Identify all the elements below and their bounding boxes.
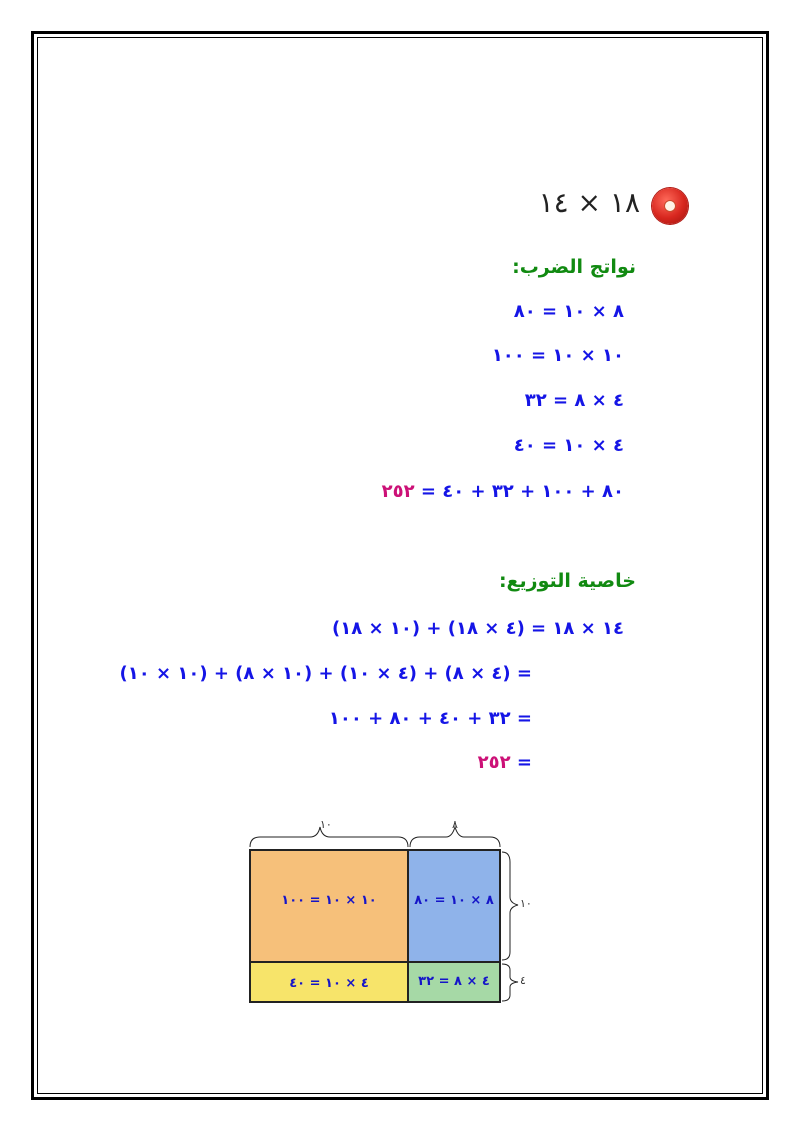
distributive-heading: خاصية التوزيع:: [498, 570, 636, 592]
side-label-4: ٤: [520, 974, 526, 987]
top-label-8: ٨: [452, 818, 458, 831]
partial-product-line-4: ٤ × ١٠ = ٤٠: [513, 435, 624, 456]
sum-result: ٢٥٢: [381, 481, 415, 502]
cell-32-label: ٤ × ٨ = ٣٢: [418, 974, 490, 989]
side-brace-4: [502, 964, 518, 1001]
side-label-10: ١٠: [520, 897, 532, 910]
side-brace-10: [502, 852, 518, 960]
cell-100-label: ١٠ × ١٠ = ١٠٠: [281, 893, 377, 908]
cell-40-label: ٤ × ١٠ = ٤٠: [289, 976, 369, 991]
distributive-line-4: [478, 752, 532, 773]
problem-expression: ١٨ × ١٤: [538, 186, 640, 219]
distributive-line-1: ١٤ × ١٨ = (٤ × ١٨) + (١٠ × ١٨): [332, 618, 624, 639]
top-label-10: ١٠: [320, 818, 332, 831]
partial-products-sum: [382, 481, 624, 502]
distributive-line-3: = ٣٢ + ٤٠ + ٨٠ + ١٠٠: [328, 708, 532, 729]
distributive-line-2: = (٤ × ٨) + (٤ × ١٠) + (١٠ × ٨) + (١٠ × ١٠): [119, 663, 532, 684]
partial-products-heading: نواتج الضرب:: [512, 256, 636, 278]
sum-terms: ٨٠ + ١٠٠ + ٣٢ + ٤٠ =: [420, 481, 624, 502]
exercise-number-badge-icon: [652, 188, 688, 224]
partial-product-line-3: ٤ × ٨ = ٣٢: [524, 390, 624, 411]
badge-dot: [664, 200, 676, 212]
distributive-equals: =: [516, 752, 532, 773]
distributive-result: ٢٥٢: [477, 752, 511, 773]
cell-80-label: ٨ × ١٠ = ٨٠: [414, 893, 494, 908]
partial-product-line-2: ١٠ × ١٠ = ١٠٠: [491, 345, 624, 366]
partial-product-line-1: ٨ × ١٠ = ٨٠: [513, 301, 624, 322]
